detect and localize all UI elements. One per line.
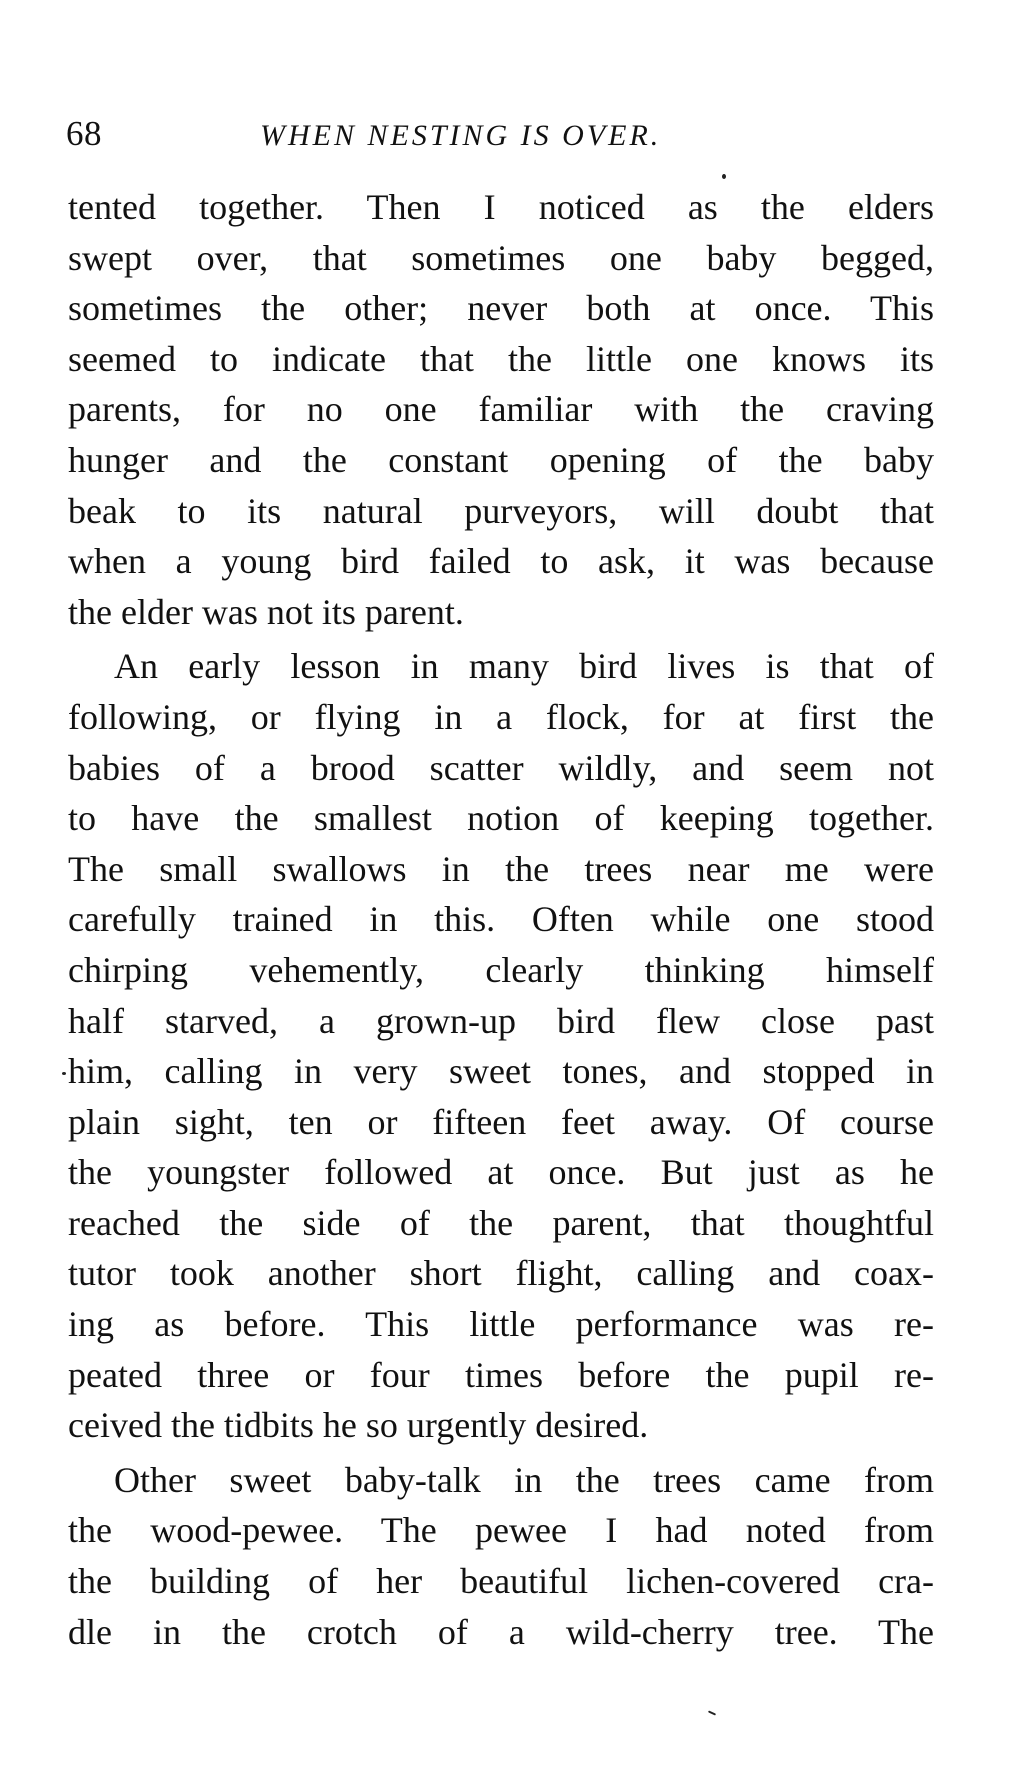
text-line: hunger and the constant opening of the baby (68, 439, 934, 480)
text-line: the wood-pewee. The pewee I had noted from (68, 1510, 934, 1551)
text-line: ing as before. This little performance was re- (68, 1304, 934, 1345)
text-line: reached the side of the parent, that thoughtful (68, 1202, 934, 1243)
text-line: The small swallows in the trees near me were (68, 848, 934, 889)
text-line: seemed to indicate that the little one knows its (68, 338, 934, 379)
print-speck (62, 1072, 66, 1075)
running-header (66, 112, 946, 156)
text-line: dle in the crotch of a wild-cherry tree. The (68, 1611, 934, 1652)
text-line: sometimes the other; never both at once. This (68, 288, 934, 329)
text-line: Other sweet baby-talk in the trees came from (114, 1459, 934, 1500)
text-line: half starved, a grown-up bird flew close past (68, 1000, 934, 1041)
text-line: to have the smallest notion of keeping together. (68, 798, 934, 839)
text-line: ceived the tidbits he so urgently desired. (68, 1405, 649, 1446)
text-line: when a young bird failed to ask, it was because (68, 541, 934, 582)
text-line: plain sight, ten or fifteen feet away. Of course (68, 1101, 934, 1142)
print-speck (722, 174, 726, 179)
text-line: chirping vehemently, clearly thinking himself (68, 949, 934, 990)
print-speck (708, 1710, 716, 1715)
text-line: carefully trained in this. Often while one stood (68, 899, 934, 940)
running-title: WHEN NESTING IS OVER. (260, 119, 662, 152)
text-line: the elder was not its parent. (68, 591, 464, 632)
paragraph-2 (68, 641, 934, 1451)
text-line: An early lesson in many bird lives is that of (114, 646, 934, 687)
text-line: swept over, that sometimes one baby begged, (68, 237, 934, 278)
text-line: parents, for no one familiar with the craving (68, 389, 934, 430)
body-text (68, 182, 934, 1657)
text-line: peated three or four times before the pupil re- (68, 1354, 934, 1395)
paragraph-3 (68, 1455, 934, 1657)
text-line: the youngster followed at once. But just as he (68, 1152, 934, 1193)
text-line: babies of a brood scatter wildly, and seem not (68, 747, 934, 788)
paragraph-1 (68, 182, 934, 637)
text-line: tented together. Then I noticed as the elders (68, 187, 934, 227)
text-line: the building of her beautiful lichen-covered cra- (68, 1561, 934, 1602)
text-line: beak to its natural purveyors, will doubt that (68, 490, 934, 531)
text-line: following, or flying in a flock, for at first the (68, 696, 934, 737)
text-line: tutor took another short flight, calling and coax- (68, 1253, 934, 1294)
text-line: him, calling in very sweet tones, and stopped in (68, 1051, 934, 1092)
page-number: 68 (66, 114, 102, 153)
